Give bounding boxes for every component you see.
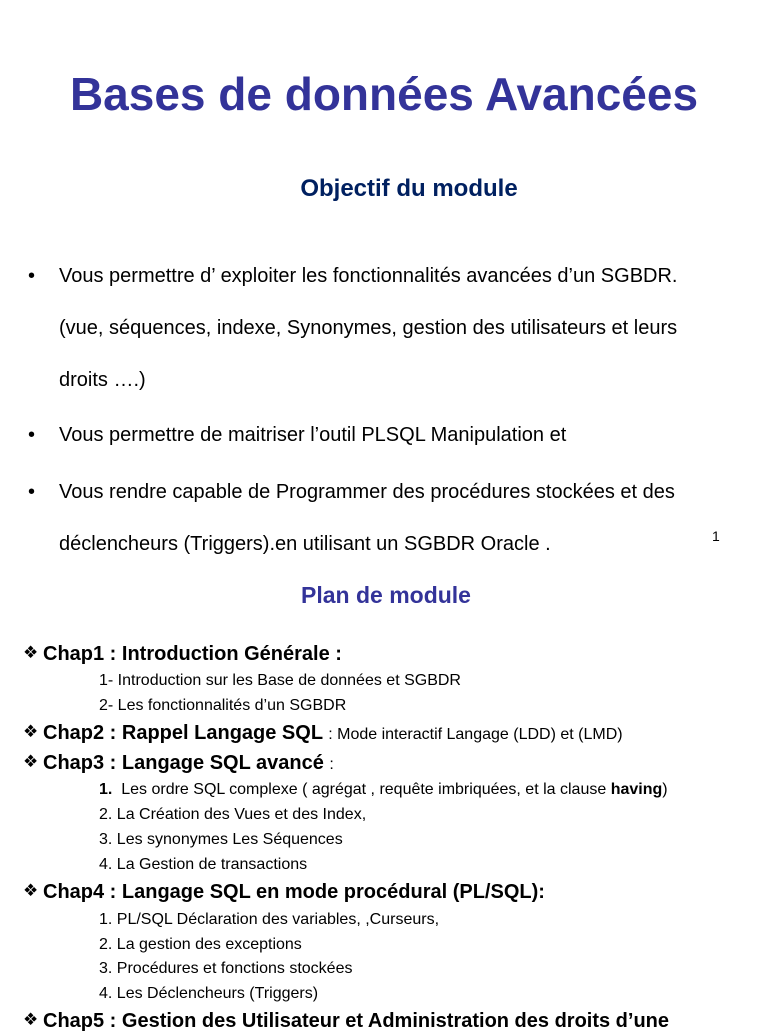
chapter-item: 4. La Gestion de transactions bbox=[99, 856, 308, 873]
chapter-label: Chap2 : Rappel Langage SQL bbox=[43, 722, 329, 744]
bullet-icon: • bbox=[28, 481, 36, 503]
diamond-bullet-icon: ❖ bbox=[23, 1010, 39, 1029]
page-title: Bases de données Avancées bbox=[69, 68, 699, 120]
section-subtitle: Objectif du module bbox=[300, 175, 518, 202]
plan-title: Plan de module bbox=[301, 582, 471, 608]
chapter-description: : bbox=[329, 756, 334, 773]
chapter-item: 4. Les Déclencheurs (Triggers) bbox=[99, 985, 319, 1002]
objective-item-1 bbox=[59, 250, 739, 406]
objective-line: droits ….) bbox=[59, 369, 146, 391]
page-number: 1 bbox=[712, 528, 720, 544]
item-number: 1. bbox=[99, 781, 113, 798]
diamond-bullet-icon: ❖ bbox=[23, 643, 39, 662]
chapter-item: 2- Les fonctionnalités d’un SGBDR bbox=[99, 697, 347, 714]
objective-line: Vous rendre capable de Programmer des procédures stockées et des bbox=[59, 481, 675, 503]
diamond-bullet-icon: ❖ bbox=[23, 752, 39, 771]
chapter-item: 2. La gestion des exceptions bbox=[99, 936, 302, 953]
objective-item-2 bbox=[59, 409, 739, 461]
chapter-1 bbox=[23, 638, 342, 669]
bullet-icon: • bbox=[28, 424, 36, 446]
chapter-item: 3. Procédures et fonctions stockées bbox=[99, 960, 353, 977]
chapter-label: Chap3 : Langage SQL avancé bbox=[43, 752, 330, 774]
chapter-5 bbox=[23, 1005, 669, 1036]
objective-line: déclencheurs (Triggers).en utilisant un SGBDR Oracle . bbox=[59, 533, 551, 555]
chapter-item: 1. PL/SQL Déclaration des variables, ,Curseurs, bbox=[99, 911, 440, 928]
chapter-label: Chap1 : Introduction Générale : bbox=[43, 643, 342, 665]
diamond-bullet-icon: ❖ bbox=[23, 881, 39, 900]
diamond-bullet-icon: ❖ bbox=[23, 722, 39, 741]
item-text: Les ordre SQL complexe ( agrégat , requête imbriquées, et la clause bbox=[112, 781, 611, 798]
chapter-label: Chap4 : Langage SQL en mode procédural (PL/SQL): bbox=[43, 881, 545, 903]
chapter-item: 1- Introduction sur les Base de données et SGBDR bbox=[99, 672, 461, 689]
objective-item-3 bbox=[59, 466, 739, 570]
item-text-end: ) bbox=[662, 781, 668, 798]
objective-line: (vue, séquences, indexe, Synonymes, gestion des utilisateurs et leurs bbox=[59, 317, 678, 339]
chapter-item: 3. Les synonymes Les Séquences bbox=[99, 831, 343, 848]
chapter-description: : Mode interactif Langage (LDD) et (LMD) bbox=[328, 726, 623, 743]
chapter-3 bbox=[23, 747, 334, 780]
chapter-4 bbox=[23, 876, 545, 907]
bullet-icon: • bbox=[28, 265, 36, 287]
item-keyword: having bbox=[610, 781, 663, 798]
objective-line: Vous permettre d’ exploiter les fonctionnalités avancées d’un SGBDR. bbox=[59, 265, 678, 287]
chapter-item bbox=[99, 777, 668, 802]
chapter-label: Chap5 : Gestion des Utilisateur et Administration des droits d’une bbox=[43, 1010, 670, 1032]
chapter-2 bbox=[23, 717, 623, 750]
objective-line: Vous permettre de maitriser l’outil PLSQL Manipulation et bbox=[59, 424, 567, 446]
chapter-item: 2. La Création des Vues et des Index, bbox=[99, 806, 367, 823]
